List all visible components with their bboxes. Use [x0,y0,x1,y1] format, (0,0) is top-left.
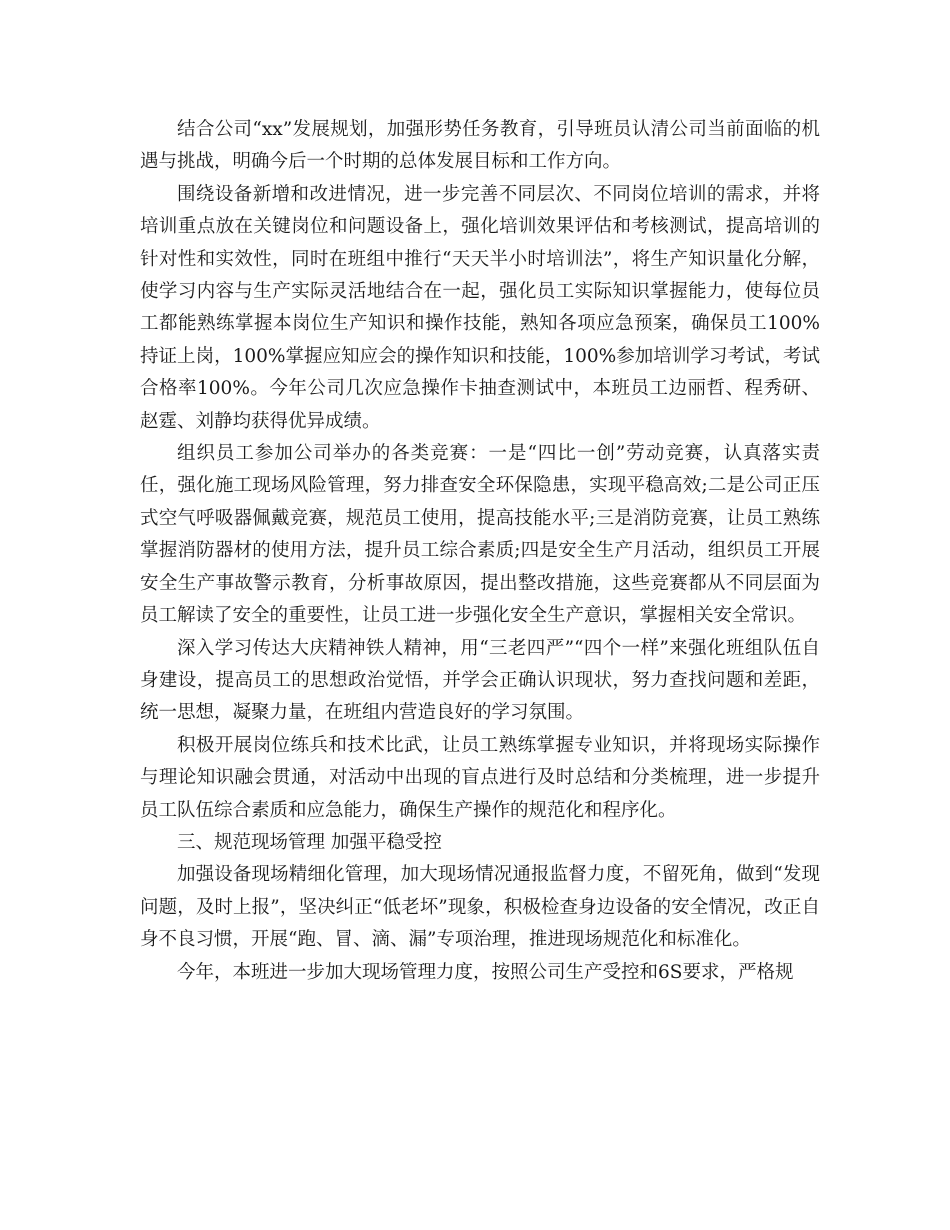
paragraph-daqing-spirit: 深入学习传达大庆精神铁人精神，用“三老四严”“四个一样”来强化班组队伍自身建设，提高员工的思想政治觉悟，并学会正确认识现状，努力查找问题和差距，统一思想，凝聚力量，在班组内营造良好的学习氛围。 [140,637,820,724]
paragraph-training: 围绕设备新增和改进情况，进一步完善不同层次、不同岗位培训的需求，并将培训重点放在关键岗位和问题设备上，强化培训效果评估和考核测试，提高培训的针对性和实效性，同时在班组中推行“天天半小时培训法”，将生产知识量化分解，使学习内容与生产实际灵活地结合在一起，强化员工实际知识掌握能力，使每位员工都能熟练掌握本岗位生产知识和操作技能，熟知各项应急预案，确保员工100%持证上岗，100%掌握应知应会的操作知识和技能，100%参加培训学习考试，考试合格率100%。今年公司几次应急操作卡抽查测试中，本班员工边丽哲、程秀研、赵霆、刘静均获得优异成绩。 [140,183,820,432]
section-heading: 三、规范现场管理 加强平稳受控 [177,831,442,853]
paragraph-site-management: 加强设备现场精细化管理，加大现场情况通报监督力度，不留死角，做到“发现问题，及时上报”，坚决纠正“低老坏”现象，积极检查身边设备的安全情况，改正自身不良习惯，开展“跑、冒、滴、漏”专项治理，推进现场规范化和标准化。 [140,864,820,951]
paragraph-this-year: 今年，本班进一步加大现场管理力度，按照公司生产受控和6S要求，严格规 [177,961,794,983]
paragraph-competitions: 组织员工参加公司举办的各类竞赛：一是“四比一创”劳动竞赛，认真落实责任，强化施工现场风险管理，努力排查安全环保隐患，实现平稳高效;二是公司正压式空气呼吸器佩戴竞赛，规范员工使用，提高技能水平;三是消防竞赛，让员工熟练掌握消防器材的使用方法，提升员工综合素质;四是安全生产月活动，组织员工开展安全生产事故警示教育，分析事故原因，提出整改措施，这些竞赛都从不同层面为员工解读了安全的重要性，让员工进一步强化安全生产意识，掌握相关安全常识。 [140,443,820,627]
document-body [140,114,820,989]
paragraph-development-plan: 结合公司“xx”发展规划，加强形势任务教育，引导班员认清公司当前面临的机遇与挑战，明确今后一个时期的总体发展目标和工作方向。 [140,119,820,173]
paragraph-skills-contest: 积极开展岗位练兵和技术比武，让员工熟练掌握专业知识，并将现场实际操作与理论知识融会贯通，对活动中出现的盲点进行及时总结和分类梳理，进一步提升员工队伍综合素质和应急能力，确保生产操作的规范化和程序化。 [140,734,820,821]
